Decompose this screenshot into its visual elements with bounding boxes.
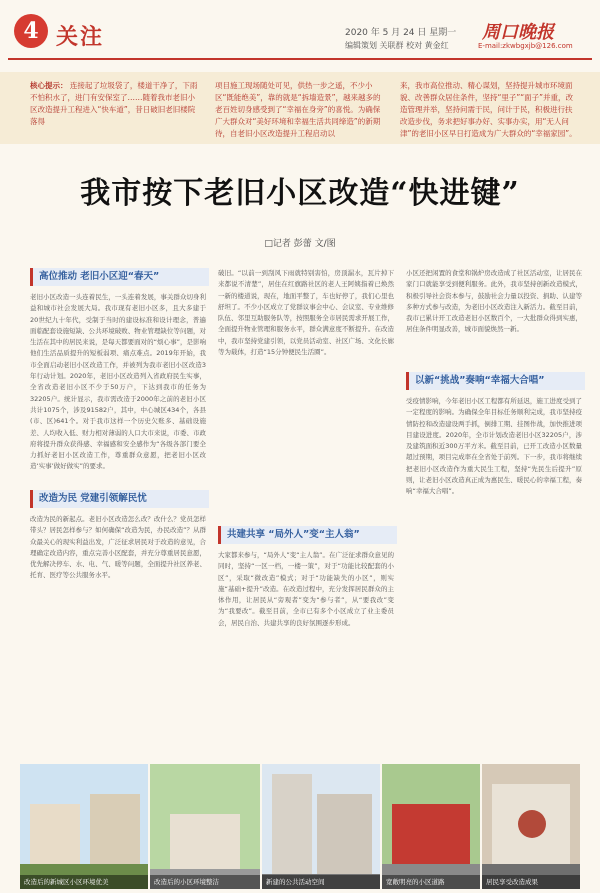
summary-col-2: 项目施工现场随处可见，供热一步之遥，不少小区“既能绝美”，靠的就是“拆墙造景”，越来越多的老百姓切身感受到了“幸福在身旁”的喜悦。为确保广大群众对“美好环境和幸福生活共同缔造”的新期待，自老旧小区改造提升工程启动以 [215,81,381,138]
body-col1-part2: 改造为民的新起点。老旧小区改造怎么改？改什么？党员怎样带头？居民怎样参与？如何确保“改造为民，办民改造”？从群众最关心的现实利益出发，广泛征求居民对于改造的意见，合理确定改造内容，重点完善小区配套，并充分尊重居民意愿，优先解决停车、水、电、气、暖等问题，全面提升社区养老、托育、医疗等公共服务水平。 [30,515,206,580]
photo-4 [382,764,480,889]
photo-1 [20,764,148,889]
summary-col-3: 来，我市高位推动、精心谋划，坚持提升城市环境面貌、改善群众居住条件，坚持“里子”“面子”并重，改造管理并举，坚持问需于民，问计于民，积极进行扶改造步伐，务求把好事办好、实事办实，用“无人问津”的老旧小区早日打造成为广大群众的“幸福家园”。 [400,81,577,138]
body-col1-part1: 老旧小区改造一头连着民生，一头连着发展，事关群众切身利益和城市社会发展大局。我市现有老旧小区多，且大多建于20世纪九十年代，受制于当时的建设标准和设计理念，普遍面临配套设施短缺、公共环境破败、物业管理缺位等问题，对生活在其中的居民来说，是每天都要面对的“烦心事”，是影响他们生活品质提升的短板弱项、痛点难点。2019年开始，我市全面启动老旧小区改造工作，并被列为我市老旧小区改造3年行动计划。2020年，老旧小区改造列入省政府民生实事，全省改造老旧小区不少于50万户，下达到我市的任务为32205户。统计显示，我市需改造于2000年之前的老旧小区共计1075个，涉及91582户，其中，中心城区434个，各县(市、区)641个。对于我市这样一个历史欠账多、基础设施差、人均收入低、财力相对薄弱的人口大市来说，市委、市政府将提升群众获得感、幸福感和安全感作为“各级各部门要全力抓好老旧小区改造工作，尊重群众意愿，把老旧小区改造‘实事’做好做实”的要求。 [30,293,206,471]
photo-2-image [150,764,260,889]
photo-4-image [382,764,480,889]
header-divider [8,58,592,60]
photo-3-image [262,764,380,889]
editor-staff: 编辑策划 关联群 校对 黄金红 [345,41,449,50]
photo-strip [0,764,600,889]
body-col3-part1: 小区还把闲置的食堂和锅炉房改造成了社区活动室，让居民在家门口就能享受到便利服务。此外，我市坚持创新改造模式，积极引导社会资本参与，鼓励社会力量以投资、捐助、认建等多种方式参与改造，为老旧小区改造注入新活力。截至目前，我市已累计开工改造老旧小区数百个，一大批群众得到实惠，居住条件明显改善，城市面貌焕然一新。 [406,269,582,334]
photo-2 [150,764,260,889]
photo-1-caption: 改造后的新城区小区环境优美 [20,875,148,889]
summary-text-1: 连接起了垃圾袋了，楼道干净了，下雨不怕积水了，进门有安保室了……随着我市老旧小区改造提升工程进入“快车道”，昔日破旧老旧楼院落得 [30,81,198,126]
photo-1-image [20,764,148,889]
summary-col-1 [30,80,200,128]
photo-5-image [482,764,580,889]
photo-4-caption: 宽敞明亮的小区道路 [382,875,480,889]
key-summary-box [0,72,600,144]
byline: □记者 彭蕾 文/图 [264,239,336,249]
body-col3-part2: 受疫情影响，今年老旧小区工程都有所延迟，施工进度受到了一定程度的影响。为确保全年目标任务顺利完成，我市坚持疫情防控和改造建设两手抓，倒排工期、挂图作战，加快推进项目建设进度。2020年，全市计划改造老旧小区32205户，涉及建筑面积近300万平方米。截至目前，已开工改造小区数量超过预期，项目完成率在全省处于前列。下一步，我市将继续把老旧小区改造作为重大民生工程，坚持“先民生后提升”原则，让老旧小区改造真正成为惠民生、暖民心的幸福工程，奏响“幸福大合唱”。 [406,397,582,496]
body-col2-part1: 破旧。“以前一到刮风下雨就特别害怕，房顶漏水，瓦片掉下来都说不清楚”，居住在红旗路社区的老人王阿姨指着已焕然一新的楼道说，现在，地面平整了，车也好停了，我们心里也舒坦了。不少小区成立了党群议事会中心、会议室、专业维修队伍、邻里互助服务队等，按照服务全市居民需求开展工作，全面提升物业管理和服务水平，群众满意度不断提升。在改造中，我市坚持党建引领，以党员活动室、社区广场、文化长廊等为载体，打造“15分钟便民生活圈”。 [218,269,394,357]
subhead-1: 高位推动 老旧小区迎“春天” [30,268,209,286]
issue-date: 2020 年 5 月 24 日 星期一 [345,28,457,38]
page-header [0,0,600,62]
body-col2-part2: 大家都来参与，“局外人”变“主人翁”。在广泛征求群众意见的同时，坚持“一区一档，一楼一策”，对于“功能比较配套的小区”，采取“微改造”模式；对于“功能缺失的小区”，则实施“基础+提升”改造。在改造过程中，充分发挥居民群众的主体作用，让居民从“旁观者”变为“参与者”，从“要我改”变为“我要改”。截至目前，全市已有多个小区成立了业主委员会，居民自治、共建共享的良好氛围逐步形成。 [218,551,394,627]
contact-email: E-mail:zkwbgxjb@126.com [478,42,573,50]
section-name: 关注 [56,24,105,50]
headline: 我市按下老旧小区改造“快进键” [80,176,520,211]
photo-3 [262,764,380,889]
page-number-badge: 4 [14,14,48,48]
photo-5-caption: 居民享受改造成果 [482,875,580,889]
photo-5 [482,764,580,889]
subhead-2: 改造为民 党建引领解民忧 [30,490,209,508]
photo-3-caption: 新建的公共活动空间 [262,875,380,889]
kicker-label: 核心提示： [30,81,68,90]
subhead-4: 以新“挑战”奏响“幸福大合唱” [406,372,585,390]
newspaper-logo: 周口晚报 [482,22,554,43]
photo-2-caption: 改造后的小区环境整洁 [150,875,260,889]
subhead-3: 共建共享 “局外人”变“主人翁” [218,526,397,544]
